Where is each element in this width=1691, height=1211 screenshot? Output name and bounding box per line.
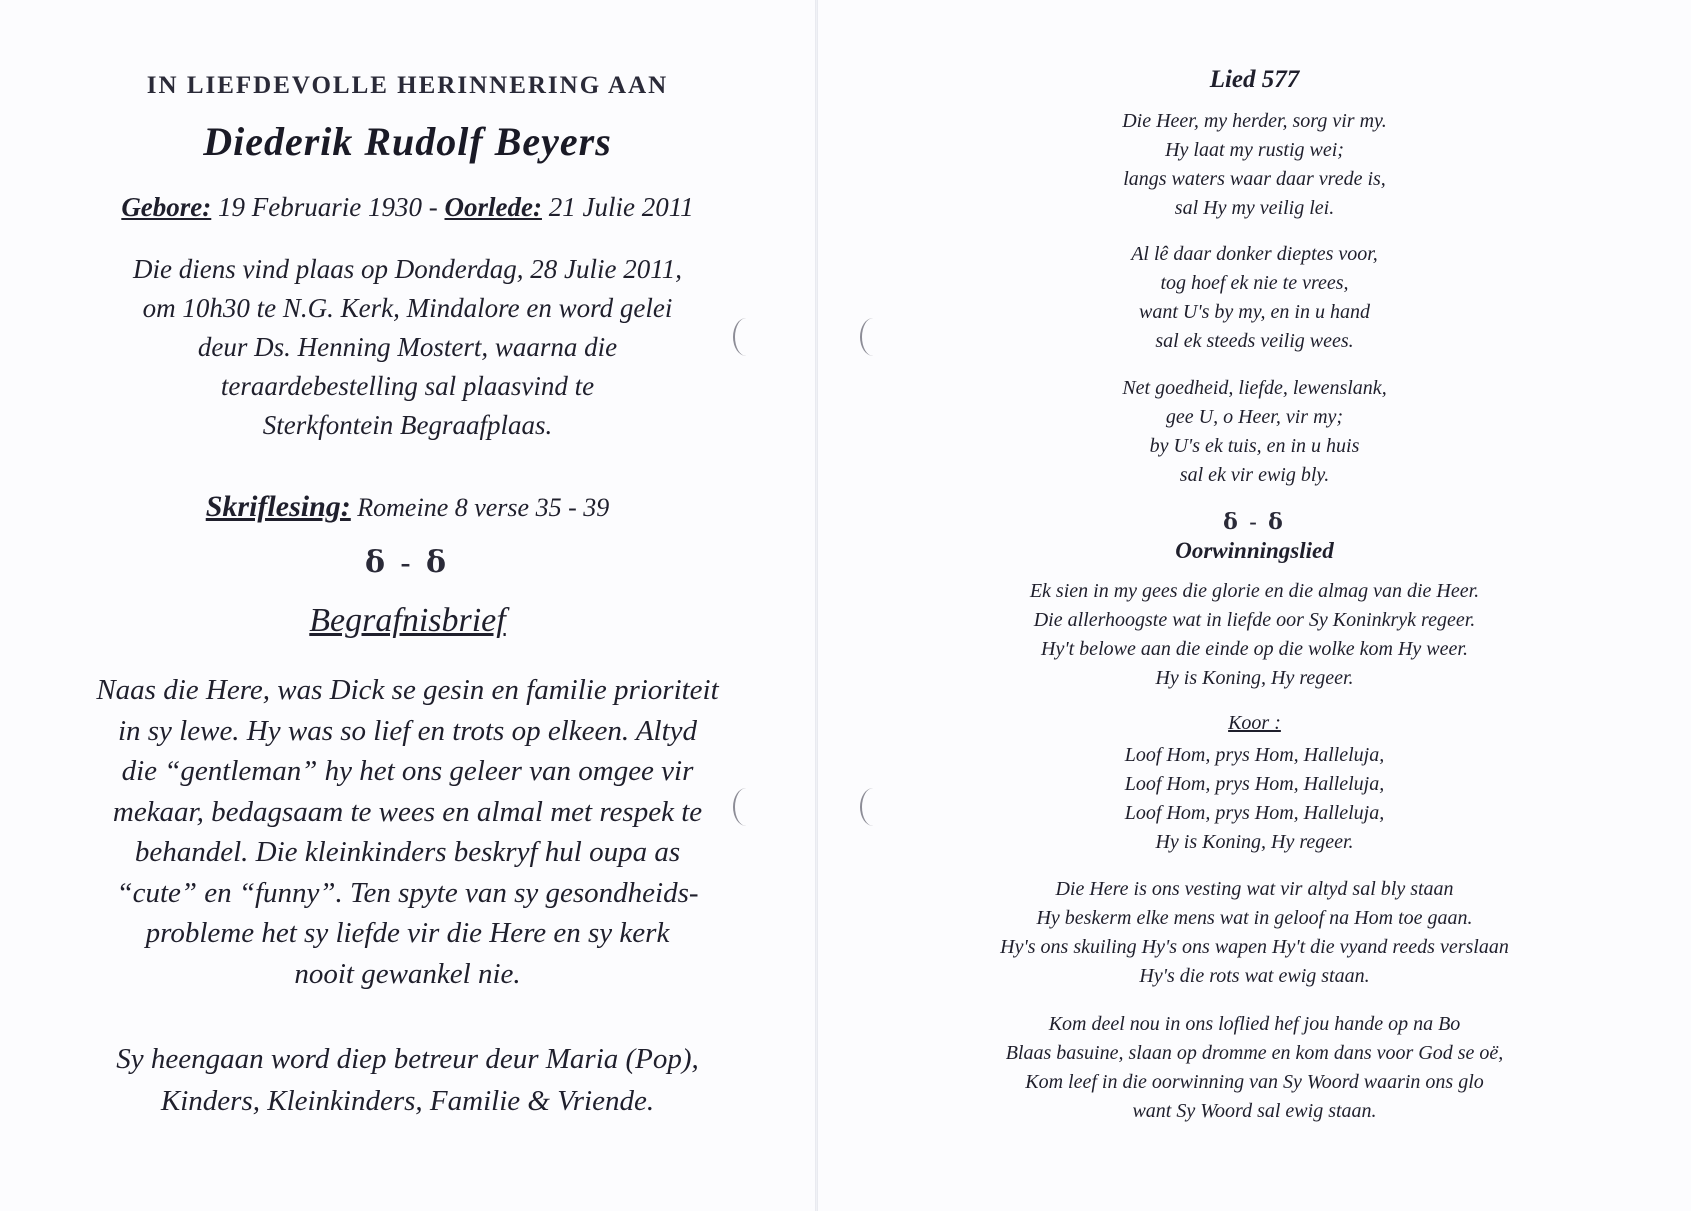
song-verse <box>818 1010 1691 1126</box>
service-line: teraardebestelling sal plaasvind te <box>220 371 595 401</box>
hymn-line: Net goedheid, liefde, lewenslank, <box>1122 377 1387 399</box>
tribute-line: behandel. Die kleinkinders beskryf hul oupa as <box>134 836 681 868</box>
chorus-line: Hy is Koning, Hy regeer. <box>1155 831 1354 853</box>
born-date: 19 Februarie 1930 - <box>218 192 438 222</box>
born-label: Gebore: <box>121 192 212 222</box>
tribute-title: Begrafnisbrief <box>309 602 506 639</box>
mourners-line: Kinders, Kleinkinders, Familie & Vriende. <box>160 1085 655 1117</box>
tribute-line: Naas die Here, was Dick se gesin en familie prioriteit <box>96 674 719 706</box>
hymn-title: Lied 577 <box>1209 66 1300 93</box>
hymn-line: want U's by my, en in u hand <box>1139 301 1370 323</box>
died-label: Oorlede: <box>444 192 542 222</box>
hymn-line: Al lê daar donker dieptes voor, <box>1131 243 1378 265</box>
right-page <box>818 0 1691 1211</box>
hymn-line: sal Hy my veilig lei. <box>1174 197 1335 219</box>
deceased-name: Diederik Rudolf Beyers <box>203 119 612 164</box>
service-line: deur Ds. Henning Mostert, waarna die <box>197 332 618 362</box>
verse-line: Hy't belowe aan die einde op die wolke kom Hy weer. <box>1041 638 1468 660</box>
verse-line: Hy's die rots wat ewig staan. <box>1139 965 1370 987</box>
verse-line: Die allerhoogste wat in liefde oor Sy Koninkryk regeer. <box>1033 609 1476 631</box>
song-title: Oorwinningslied <box>1175 538 1334 563</box>
verse-line: want Sy Woord sal ewig staan. <box>1132 1100 1377 1122</box>
hymn-stanza <box>818 240 1691 356</box>
hymn-line: gee U, o Heer, vir my; <box>1165 406 1344 428</box>
verse-line: Kom leef in die oorwinning van Sy Woord waarin ons glo <box>1025 1071 1484 1093</box>
hymn-line: langs waters waar daar vrede is, <box>1123 168 1386 190</box>
verse-line: Hy's ons skuiling Hy's ons wapen Hy't die vyand reeds verslaan <box>1000 936 1509 958</box>
hymn-line: Die Heer, my herder, sorg vir my. <box>1122 110 1387 132</box>
mourners-line: Sy heengaan word diep betreur deur Maria (Pop), <box>116 1043 699 1075</box>
chorus-line: Loof Hom, prys Hom, Halleluja, <box>1124 773 1385 795</box>
ornament-divider: ẟ - ẟ <box>364 546 450 579</box>
left-page <box>0 0 815 1211</box>
chorus <box>818 741 1691 857</box>
died-date: 21 Julie 2011 <box>548 192 694 222</box>
hymn-line: sal ek vir ewig bly. <box>1179 464 1330 486</box>
hymn-line: tog hoef ek nie te vrees, <box>1160 272 1349 294</box>
verse-line: Blaas basuine, slaan op dromme en kom dans voor God se oë, <box>1005 1042 1504 1064</box>
song-verse <box>818 875 1691 991</box>
hymn-stanza <box>818 107 1691 223</box>
service-line: Die diens vind plaas op Donderdag, 28 Julie 2011, <box>133 254 682 284</box>
tribute-line: die “gentleman” hy het ons geleer van omgee vir <box>121 755 694 787</box>
hymn-stanza <box>818 374 1691 490</box>
verse-line: Hy beskerm elke mens wat in geloof na Hom toe gaan. <box>1036 907 1473 929</box>
chorus-line: Loof Hom, prys Hom, Halleluja, <box>1124 802 1385 824</box>
hymn-line: Hy laat my rustig wei; <box>1165 139 1344 161</box>
service-line: om 10h30 te N.G. Kerk, Mindalore en word gelei <box>142 293 673 323</box>
verse-line: Kom deel nou in ons loflied hef jou hande op na Bo <box>1048 1013 1461 1035</box>
dedication-heading: IN LIEFDEVOLLE HERINNERING AAN <box>146 72 669 99</box>
song-verse <box>818 577 1691 693</box>
service-line: Sterkfontein Begraafplaas. <box>262 410 553 440</box>
scripture-label: Skriflesing: <box>205 490 351 523</box>
birth-death-dates <box>0 192 815 223</box>
punch-hole <box>733 318 759 356</box>
chorus-label: Koor : <box>1228 712 1281 734</box>
verse-line: Hy is Koning, Hy regeer. <box>1155 667 1354 689</box>
tribute-line: nooit gewankel nie. <box>294 957 521 990</box>
tribute-line: in sy lewe. Hy was so lief en trots op elkeen. Altyd <box>117 714 698 747</box>
tribute-line: probleme het sy liefde vir die Here en sy kerk <box>145 917 670 949</box>
tribute-line: “cute” en “funny”. Ten spyte van sy gesondheids- <box>116 876 699 909</box>
scripture-reference: Romeine 8 verse 35 - 39 <box>357 493 610 522</box>
verse-line: Ek sien in my gees die glorie en die almag van die Heer. <box>1029 580 1480 602</box>
tribute-line: mekaar, bedagsaam te wees en almal met respek te <box>112 795 703 828</box>
ornament-divider: ẟ - ẟ <box>1223 509 1286 534</box>
scripture-reading <box>0 490 815 524</box>
mourners-text <box>0 1038 815 1122</box>
chorus-line: Loof Hom, prys Hom, Halleluja, <box>1124 744 1385 766</box>
punch-hole <box>733 788 759 826</box>
verse-line: Die Here is ons vesting wat vir altyd sal bly staan <box>1055 878 1454 900</box>
hymn-line: by U's ek tuis, en in u huis <box>1149 435 1360 457</box>
service-details <box>0 250 815 445</box>
tribute-text <box>0 670 815 994</box>
hymn-line: sal ek steeds veilig wees. <box>1155 330 1354 352</box>
